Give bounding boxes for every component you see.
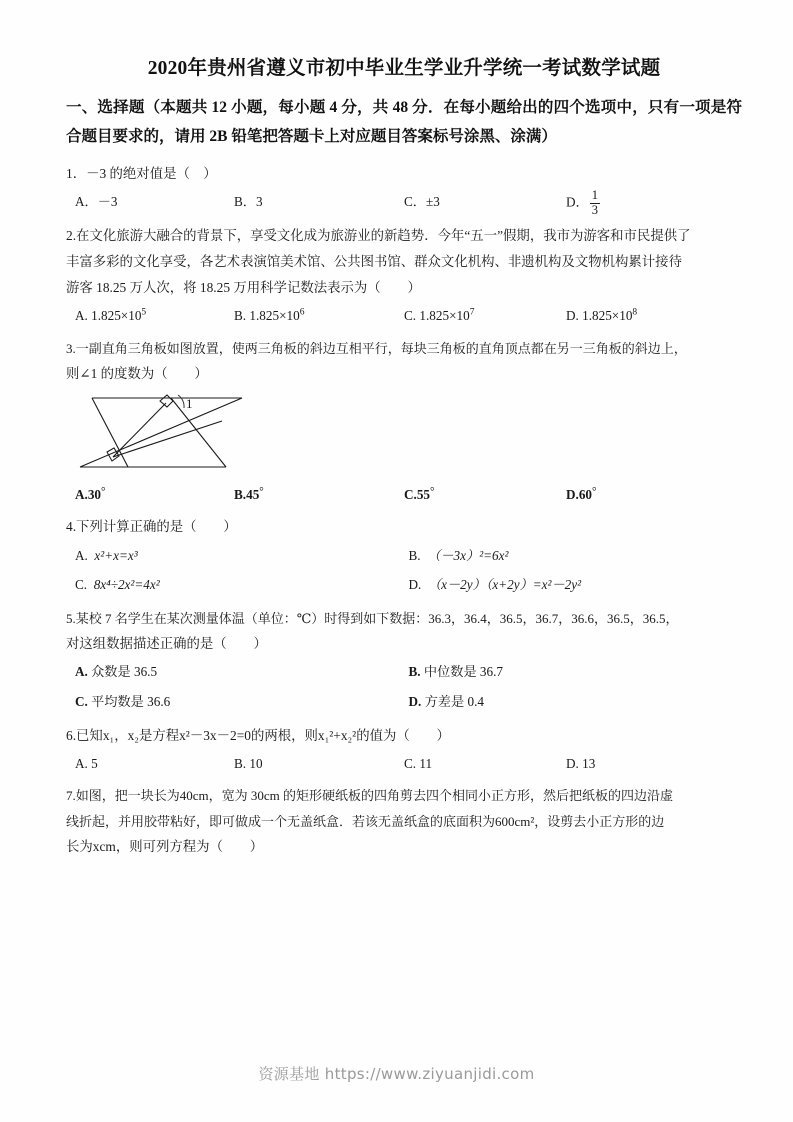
option-a[interactable] <box>66 657 409 687</box>
option-b-text: 中位数是 36.7 <box>423 664 504 680</box>
question-2 <box>66 223 742 330</box>
question-2-stem-line-3: 游客 18.25 万人次，将 18.25 万用科学记数法表示为（ ） <box>66 280 421 296</box>
option-c-label: C. <box>75 577 88 593</box>
option-b-text: 45 <box>246 486 260 502</box>
question-5-options-row-1 <box>66 657 742 687</box>
option-b[interactable] <box>234 303 404 329</box>
question-5-options-row-2 <box>66 687 742 717</box>
option-d[interactable] <box>409 687 743 717</box>
option-c-text: 8x⁴÷2x²=4x² <box>93 577 160 593</box>
question-6-options <box>66 751 742 777</box>
option-b-label: B. <box>234 486 247 502</box>
option-c-label: C. <box>404 308 417 324</box>
option-d[interactable] <box>409 570 743 600</box>
option-d-label: D. <box>566 486 579 502</box>
question-5 <box>66 606 742 717</box>
option-c-text: 11 <box>419 755 433 771</box>
option-a-label: A. <box>75 755 92 771</box>
option-d[interactable] <box>566 751 742 777</box>
degree-symbol: ° <box>101 486 106 499</box>
degree-symbol: ° <box>259 486 264 499</box>
option-b[interactable] <box>409 657 743 687</box>
option-c-exponent: 7 <box>469 307 475 318</box>
option-d-text: 13 <box>582 755 596 771</box>
option-a-text: 众数是 36.5 <box>91 664 158 680</box>
option-b[interactable] <box>234 481 404 508</box>
option-c[interactable] <box>66 570 409 600</box>
option-b-label: B． <box>234 194 256 210</box>
option-d-exponent: 8 <box>632 307 638 318</box>
question-7-stem-line-3: 长为xcm，则可列方程为（ ） <box>66 839 264 855</box>
option-a[interactable] <box>66 541 409 571</box>
question-3-options <box>66 481 742 508</box>
question-4-stem: 4.下列计算正确的是（ ） <box>66 519 237 535</box>
question-4-options-row-2 <box>66 570 742 600</box>
option-b-label: B. <box>408 664 421 680</box>
option-b-mantissa: 1.825×10 <box>249 308 300 324</box>
option-d[interactable] <box>566 303 742 329</box>
question-1-stem: 1．－3 的绝对值是（ ） <box>66 166 217 182</box>
option-a-label: A. <box>75 547 88 563</box>
option-d-mantissa: 1.825×10 <box>582 308 633 324</box>
option-a-label: A． <box>75 194 98 210</box>
option-d[interactable] <box>566 481 742 508</box>
fraction-numerator: 1 <box>591 188 598 203</box>
angle-1-label: 1 <box>186 396 193 412</box>
option-c[interactable] <box>404 751 566 777</box>
option-a[interactable] <box>66 481 234 508</box>
option-a[interactable] <box>66 751 234 777</box>
question-6 <box>66 723 742 778</box>
question-3-stem-line-2: 则∠1 的度数为（ ） <box>66 365 208 381</box>
degree-symbol: ° <box>430 486 435 499</box>
option-b-exponent: 6 <box>299 307 305 318</box>
option-c-text: 平均数是 36.6 <box>91 694 171 710</box>
option-c-label: C. <box>404 755 420 771</box>
option-b[interactable] <box>234 751 404 777</box>
option-a[interactable] <box>66 303 234 329</box>
option-c-mantissa: 1.825×10 <box>419 308 470 324</box>
option-b-label: B. <box>408 547 421 563</box>
option-d-label: D. <box>566 755 583 771</box>
question-3 <box>66 336 742 509</box>
question-1-options <box>66 189 742 216</box>
option-a-exponent: 5 <box>141 307 147 318</box>
option-a-mantissa: 1.825×10 <box>91 308 142 324</box>
option-a-text: 5 <box>91 755 98 771</box>
question-7-stem-line-2: 线折起，并用胶带粘好，即可做成一个无盖纸盒．若该无盖纸盒的底面积为600cm²，设剪去小正方形的边 <box>66 813 665 829</box>
option-a-label: A. <box>75 486 88 502</box>
option-d-label: D． <box>566 195 589 211</box>
question-7 <box>66 783 742 860</box>
question-2-stem-line-2: 丰富多彩的文化享受，各艺术表演馆美术馆、公共图书馆、群众文化机构、非遗机构及文物机构累计接待 <box>66 253 682 269</box>
option-b-text: 3 <box>255 194 263 210</box>
option-d-label: D. <box>566 308 579 324</box>
option-d-text: 方差是 0.4 <box>424 694 484 710</box>
option-c[interactable] <box>66 687 409 717</box>
option-d-text: 60 <box>578 486 593 502</box>
degree-symbol: ° <box>592 486 597 499</box>
option-b[interactable] <box>409 541 743 571</box>
question-3-stem-line-1: 3.一副直角三角板如图放置，使两三角板的斜边互相平行，每块三角板的直角顶点都在另一三角板的斜边上， <box>66 340 687 356</box>
question-3-figure <box>66 391 742 479</box>
question-2-options <box>66 303 742 329</box>
option-b-text: 10 <box>249 755 263 771</box>
option-c-label: C. <box>75 694 88 710</box>
option-d-label: D. <box>408 577 422 593</box>
option-c[interactable] <box>404 303 566 329</box>
option-d-text: （x－2y）（x+2y）=x²－2y² <box>427 577 582 593</box>
option-a[interactable] <box>66 189 234 216</box>
option-b-label: B. <box>234 308 247 324</box>
section-heading: 一、选择题（本题共 12 小题，每小题 4 分，共 48 分．在每小题给出的四个选项中，只有一项是符合题目要求的，请用 2B 铅笔把答题卡上对应题目答案标号涂黑、涂满） <box>66 99 742 145</box>
question-4 <box>66 514 742 600</box>
option-a-text: x²+x=x³ <box>94 547 138 563</box>
option-c[interactable] <box>404 481 566 508</box>
fraction-denominator: 3 <box>591 202 598 217</box>
option-b-label: B. <box>234 755 250 771</box>
question-2-stem-line-1: 2.在文化旅游大融合的背景下，享受文化成为旅游业的新趋势．今年“五一”假期，我市为游客和市民提供了 <box>66 227 691 243</box>
option-c-label: C. <box>404 486 417 502</box>
option-a-text: 30 <box>87 486 102 502</box>
option-c-text: ±3 <box>425 194 440 210</box>
question-1 <box>66 161 742 216</box>
page-title: 2020年贵州省遵义市初中毕业生学业升学统一考试数学试题 <box>147 58 661 79</box>
option-c-text: 55 <box>416 486 431 502</box>
option-b-text: （－3x）²=6x² <box>427 547 509 563</box>
option-a-label: A. <box>75 308 88 324</box>
question-7-stem-line-1: 7.如图，把一块长为40cm，宽为 30cm 的矩形硬纸板的四角剪去四个相同小正方形，然后把纸板的四边沿虚 <box>66 788 674 804</box>
option-c-label: C． <box>404 194 426 210</box>
question-5-stem-line-1: 5.某校 7 名学生在某次测量体温（单位：℃）时得到如下数据：36.3，36.4，36.5，36.7，36.6，36.5，36.5， <box>66 610 679 626</box>
document-body <box>66 52 742 866</box>
question-5-stem-line-2: 对这组数据描述正确的是（ ） <box>66 636 267 652</box>
site-watermark: 资源基地 https://www.ziyuanjidi.com <box>258 1065 535 1083</box>
fraction-one-third <box>590 189 600 216</box>
question-4-options-row-1 <box>66 541 742 571</box>
option-a-label: A. <box>75 664 88 680</box>
option-c[interactable] <box>404 189 566 216</box>
triangle-pair-diagram <box>74 391 314 477</box>
option-d[interactable] <box>566 189 742 216</box>
option-a-text: －3 <box>97 194 118 210</box>
option-d-label: D. <box>408 694 422 710</box>
question-6-stem: 6.已知x₁，x₂是方程x²－3x－2=0的两根，则x₁²+x₂²的值为（ ） <box>66 727 450 743</box>
option-b[interactable] <box>234 189 404 216</box>
